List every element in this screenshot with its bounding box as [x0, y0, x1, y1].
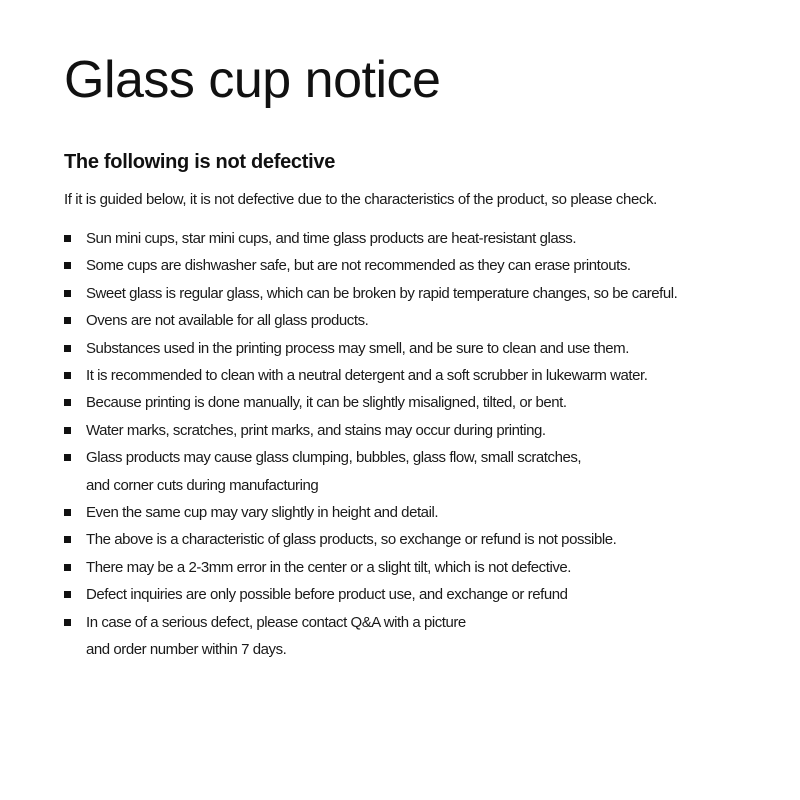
notice-text: The above is a characteristic of glass products, so exchange or refund is not possible.: [86, 531, 617, 549]
notice-text: Defect inquiries are only possible before product use, and exchange or refund: [86, 586, 568, 604]
square-bullet-icon: [64, 290, 71, 297]
page-title: Glass cup notice: [64, 51, 441, 109]
notice-item: [64, 225, 774, 252]
square-bullet-icon: [64, 235, 71, 242]
notice-item: [64, 526, 774, 553]
square-bullet-icon: [64, 317, 71, 324]
notice-text: Some cups are dishwasher safe, but are not recommended as they can erase printouts.: [86, 257, 631, 275]
notice-item: [64, 252, 774, 279]
square-bullet-icon: [64, 536, 71, 543]
notice-text: Glass products may cause glass clumping, bubbles, glass flow, small scratches, and corner cuts during manufacturing: [86, 449, 582, 494]
notice-text: Sweet glass is regular glass, which can be broken by rapid temperature changes, so be careful.: [86, 284, 678, 302]
square-bullet-icon: [64, 399, 71, 406]
notice-text: There may be a 2-3mm error in the center or a slight tilt, which is not defective.: [86, 558, 571, 576]
notice-item: [64, 362, 774, 389]
notice-text: Ovens are not available for all glass products.: [86, 312, 369, 330]
notice-item: [64, 335, 774, 362]
notice-text: Sun mini cups, star mini cups, and time glass products are heat-resistant glass.: [86, 230, 577, 247]
square-bullet-icon: [64, 262, 71, 269]
notice-text: Substances used in the printing process may smell, and be sure to clean and use them.: [86, 339, 629, 357]
square-bullet-icon: [64, 564, 71, 571]
notice-text: Water marks, scratches, print marks, and stains may occur during printing.: [86, 421, 546, 439]
section-heading: The following is not defective: [64, 151, 336, 173]
notice-list: [64, 225, 774, 664]
notice-text: In case of a serious defect, please contact Q&A with a picture and order number within 7 days.: [86, 613, 466, 659]
notice-item: [64, 307, 774, 334]
notice-item: [64, 581, 774, 608]
square-bullet-icon: [64, 372, 71, 379]
notice-item: [64, 609, 774, 664]
notice-item: [64, 554, 774, 581]
notice-text: Because printing is done manually, it can be slightly misaligned, tilted, or bent.: [86, 394, 567, 412]
square-bullet-icon: [64, 509, 71, 516]
notice-text: Even the same cup may vary slightly in height and detail.: [86, 504, 439, 522]
square-bullet-icon: [64, 454, 71, 461]
square-bullet-icon: [64, 427, 71, 434]
square-bullet-icon: [64, 591, 71, 598]
square-bullet-icon: [64, 619, 71, 626]
notice-item: [64, 499, 774, 526]
notice-item: [64, 444, 774, 499]
intro-text: If it is guided below, it is not defective due to the characteristics of the product, so please check.: [64, 191, 657, 208]
notice-item: [64, 417, 774, 444]
notice-item: [64, 280, 774, 307]
square-bullet-icon: [64, 345, 71, 352]
notice-text: It is recommended to clean with a neutral detergent and a soft scrubber in lukewarm water.: [86, 367, 648, 385]
notice-item: [64, 389, 774, 416]
